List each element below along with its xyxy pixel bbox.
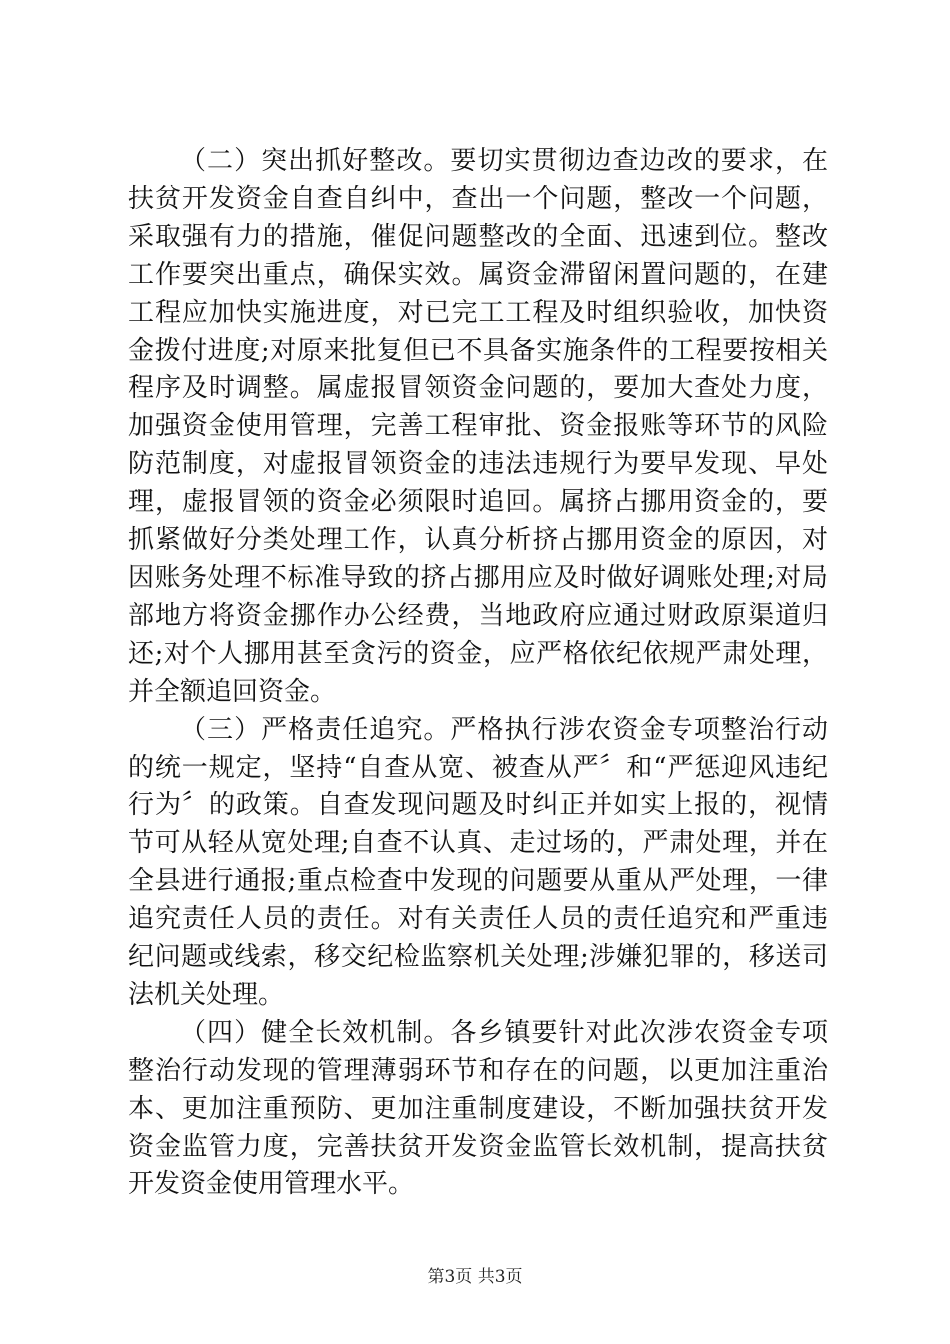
paragraph-long-term-mechanism: （四）健全长效机制。各乡镇要针对此次涉农资金专项整治行动发现的管理薄弱环节和存在的问题，以更加注重治本、更加注重预防、更加注重制度建设，不断加强扶贫开发资金监管力度，完善扶贫开发资金监管长效机制，提高扶贫开发资金使用管理水平。 — [128, 1017, 828, 1200]
paragraph-accountability: （三）严格责任追究。严格执行涉农资金专项整治行动的统一规定，坚持“自查从宽、被查从严〞和“严惩迎风违纪行为〞的政策。自查发现问题及时纠正并如实上报的，视情节可从轻从宽处理;自查不认真、走过场的，严肃处理，并在全县进行通报;重点检查中发现的问题要从重从严处理，一律追究责任人员的责任。对有关责任人员的责任追究和严重违纪问题或线索，移交纪检监察机关处理;涉嫌犯罪的，移送司法机关处理。 — [128, 714, 828, 1010]
page-number-footer: 第3页 共3页 — [427, 1267, 523, 1287]
document-body — [128, 143, 828, 1204]
paragraph-rectification: （二）突出抓好整改。要切实贯彻边查边改的要求，在扶贫开发资金自查自纠中，查出一个问题，整改一个问题，采取强有力的措施，催促问题整改的全面、迅速到位。整改工作要突出重点，确保实效。属资金滞留闲置问题的，在建工程应加快实施进度，对已完工工程及时组织验收，加快资金拨付进度;对原来批复但已不具备实施条件的工程要按相关程序及时调整。属虚报冒领资金问题的，要加大查处力度，加强资金使用管理，完善工程审批、资金报账等环节的风险防范制度，对虚报冒领资金的违法违规行为要早发现、早处理，虚报冒领的资金必须限时追回。属挤占挪用资金的，要抓紧做好分类处理工作，认真分析挤占挪用资金的原因，对因账务处理不标准导致的挤占挪用应及时做好调账处理;对局部地方将资金挪作办公经费，当地政府应通过财政原渠道归还;对个人挪用甚至贪污的资金，应严格依纪依规严肃处理，并全额追回资金。 — [128, 146, 828, 707]
